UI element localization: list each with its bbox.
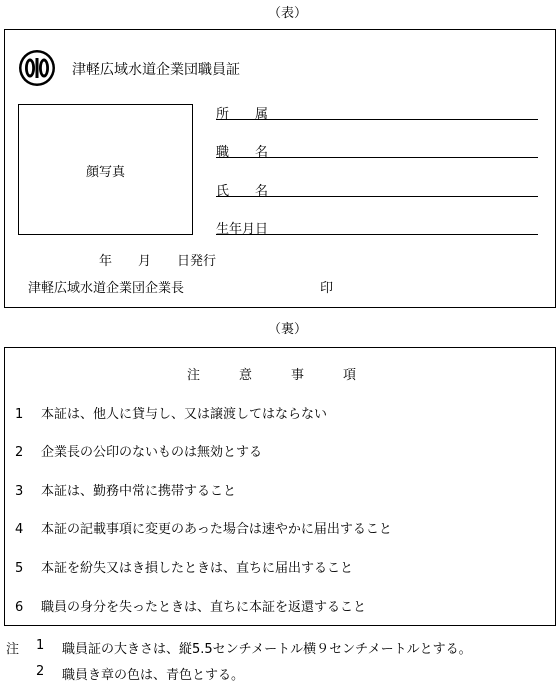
notice-item-text: 企業長の公印のないものは無効とする — [41, 445, 263, 460]
notice-item-number: 1 — [15, 407, 24, 422]
notice-item — [15, 518, 392, 537]
note-item-number: 1 — [36, 638, 45, 653]
notice-item-number: 6 — [15, 600, 24, 615]
issue-date: 年 月 日発行 — [99, 254, 217, 269]
seal-mark: 印 — [320, 281, 334, 296]
notice-item — [15, 441, 262, 460]
field-name-line — [216, 196, 538, 197]
photo-label: 顔写真 — [86, 165, 126, 180]
photo-box — [18, 104, 193, 235]
field-birthdate-line — [216, 234, 538, 235]
field-birthdate-label: 生年月日 — [216, 222, 269, 237]
notice-item-number: 2 — [15, 445, 24, 460]
field-affiliation-label: 所 属 — [216, 107, 269, 122]
issuer-name: 津軽広域水道企業団企業長 — [28, 281, 185, 296]
card-title: 津軽広域水道企業団職員証 — [72, 62, 240, 78]
field-position-label: 職 名 — [216, 145, 269, 160]
notice-item-number: 5 — [15, 561, 24, 576]
front-card — [4, 29, 556, 308]
notice-item — [15, 596, 366, 615]
notice-item — [15, 480, 236, 499]
field-affiliation-line — [216, 119, 538, 120]
notes-label: 注 — [6, 642, 20, 657]
back-card — [4, 347, 556, 626]
notice-item-number: 4 — [15, 522, 24, 537]
notice-item-number: 3 — [15, 484, 24, 499]
emblem-logo-icon — [18, 49, 56, 87]
notice-item-text: 職員の身分を失ったときは、直ちに本証を返還すること — [41, 600, 367, 615]
note-item-text: 職員証の大きさは、縦5.5センチメートル横９センチメートルとする。 — [62, 642, 472, 657]
notice-item-text: 本証を紛失又はき損したときは、直ちに届出すること — [41, 561, 354, 576]
note-item-text: 職員き章の色は、青色とする。 — [62, 668, 245, 683]
notice-item — [15, 557, 353, 576]
notice-item-text: 本証は、他人に貸与し、又は譲渡してはならない — [41, 407, 328, 422]
front-caption: （表） — [268, 6, 308, 21]
notice-item-text: 本証の記載事項に変更のあった場合は速やかに届出すること — [41, 522, 392, 537]
back-caption: （裏） — [268, 322, 308, 337]
notice-item — [15, 403, 327, 422]
field-name-label: 氏 名 — [216, 184, 269, 199]
notice-heading: 注 意 事 項 — [187, 368, 357, 383]
notice-item-text: 本証は、勤務中常に携帯すること — [41, 484, 237, 499]
note-item-number: 2 — [36, 664, 45, 679]
field-position-line — [216, 157, 538, 158]
